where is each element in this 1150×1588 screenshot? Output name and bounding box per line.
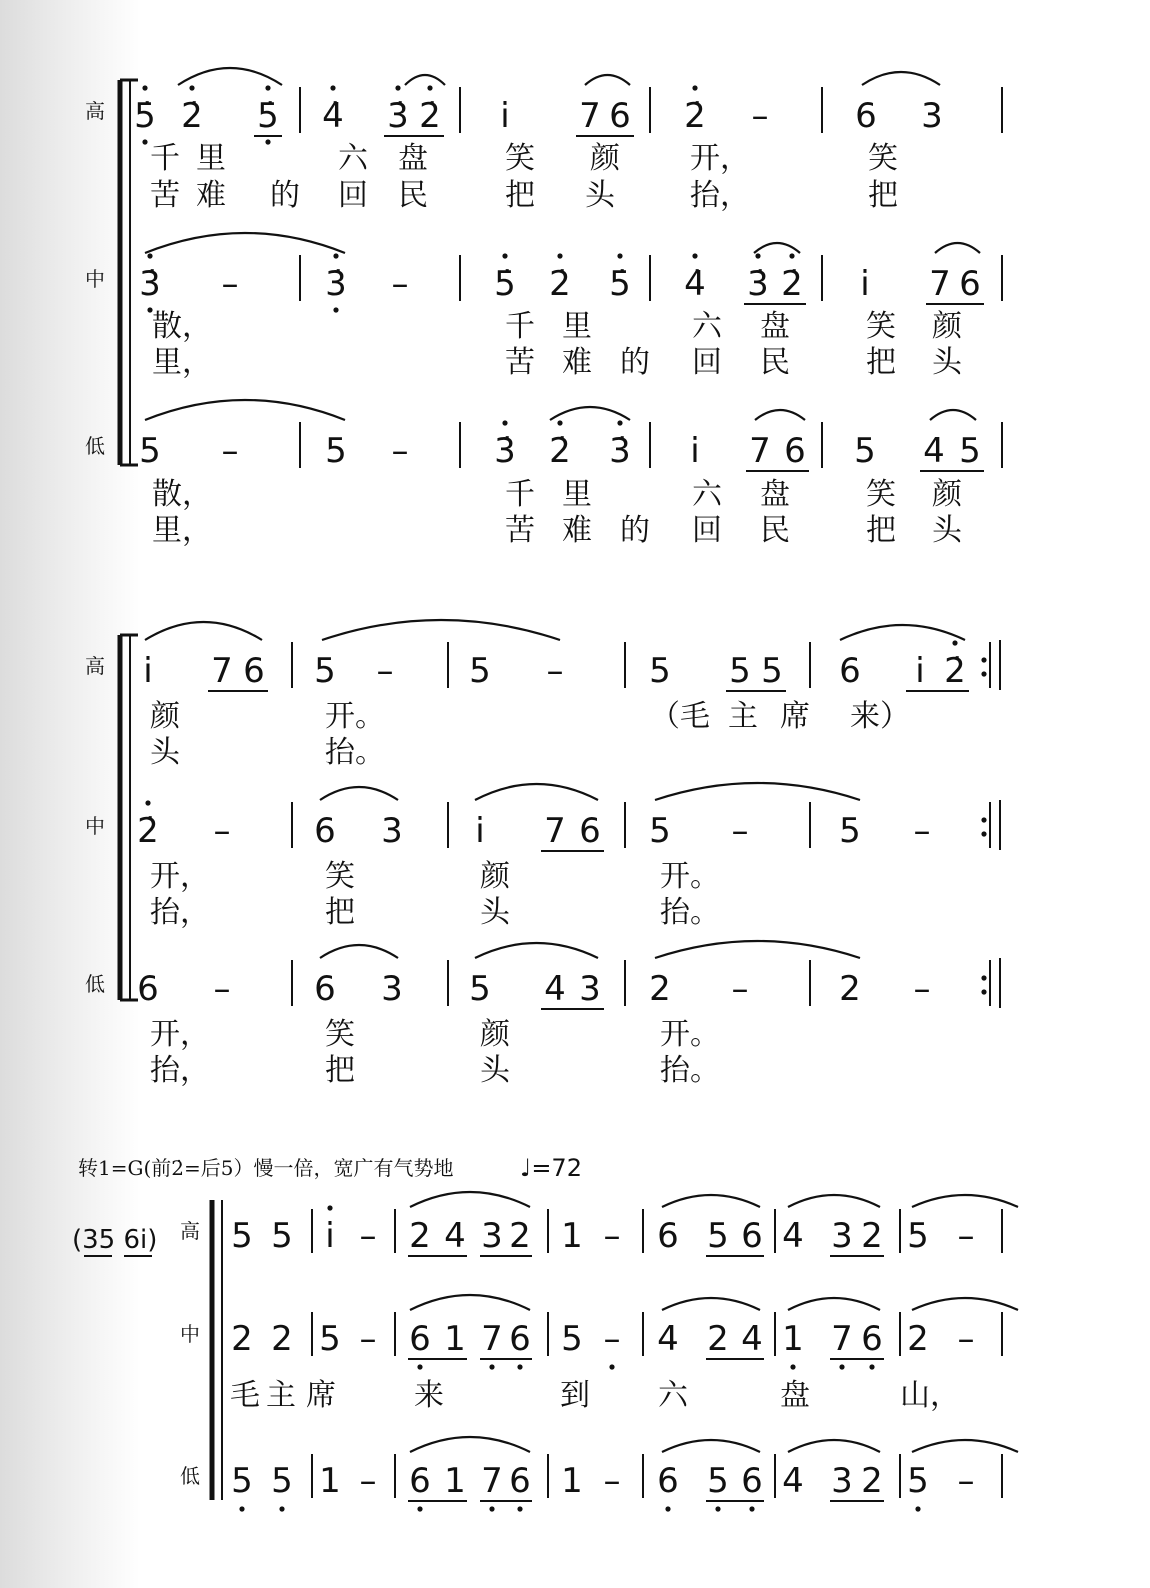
note-mid: –: [213, 811, 231, 851]
note-high: 5: [907, 1216, 929, 1256]
lyric-low-verse1: 笑: [866, 477, 896, 512]
octave-dot-low: [417, 1364, 422, 1369]
octave-dot-high: [557, 253, 562, 258]
note-mid: i: [860, 264, 870, 304]
slur-low: [655, 941, 860, 958]
note-low: 5: [907, 1461, 929, 1501]
note-high: 5: [649, 651, 671, 691]
lyric-high-verse1: 席: [780, 699, 810, 734]
lyric-low-verse2: 民: [760, 513, 790, 548]
octave-dot-low: [665, 1506, 670, 1511]
lyric-mid-verse1: 笑: [866, 309, 896, 344]
lyric-mid: 六: [658, 1378, 688, 1413]
slur-high: [410, 1192, 530, 1207]
note-mid: 7: [929, 264, 951, 304]
lyric-low-verse2: 头: [932, 513, 962, 548]
lyric-low-verse1: 散，: [152, 477, 212, 512]
octave-dot-low: [839, 1364, 844, 1369]
lyric-low-verse1: 六: [692, 477, 722, 512]
note-mid: 3̇: [325, 264, 347, 304]
note-mid: 4: [657, 1319, 679, 1359]
note-low: 7: [749, 431, 771, 471]
note-mid: 6: [314, 811, 336, 851]
lyric-high-verse2: 抬，: [690, 178, 750, 213]
lyric-high-verse2: 的: [270, 178, 300, 213]
slur-high: [662, 1195, 760, 1207]
octave-dot-low: [489, 1364, 494, 1369]
note-high: 2̇: [684, 96, 706, 136]
note-high: 2̇: [419, 96, 441, 136]
lyric-high-verse1: 千: [150, 141, 180, 176]
note-mid: 2̇: [781, 264, 803, 304]
note-low: 7: [481, 1461, 503, 1501]
note-high: –: [603, 1216, 621, 1256]
note-high: 3: [481, 1216, 503, 1256]
lyric-mid-verse2: 头: [480, 895, 510, 930]
note-low: 2: [861, 1461, 883, 1501]
slur-mid: [912, 1298, 1018, 1310]
slur-high: [840, 625, 965, 640]
intro-notes: (35 6i): [72, 1225, 158, 1255]
slur-high: [145, 622, 262, 640]
lyric-high-verse1: 颜: [590, 141, 620, 176]
note-low: 3: [579, 969, 601, 1009]
octave-dot-high: [145, 800, 150, 805]
lyric-mid: 毛: [230, 1378, 260, 1413]
note-high: 3: [921, 96, 943, 136]
note-high: 5: [231, 1216, 253, 1256]
slur-high: [788, 1195, 880, 1207]
note-high: –: [957, 1216, 975, 1256]
note-high: 5: [707, 1216, 729, 1256]
lyric-mid-verse1: 开。: [660, 859, 720, 894]
part-label-high: 高: [85, 99, 105, 123]
note-low: –: [957, 1461, 975, 1501]
octave-dot-high: [147, 253, 152, 258]
lyric-mid-verse2: 抬，: [150, 895, 210, 930]
note-high: 5: [729, 651, 751, 691]
note-low: 5: [325, 431, 347, 471]
repeat-dot: [981, 657, 986, 662]
note-mid: 5: [319, 1319, 341, 1359]
note-low: –: [913, 969, 931, 1009]
lyric-low-verse2: 把: [325, 1053, 355, 1088]
repeat-dot: [981, 975, 986, 980]
note-high: 6: [243, 651, 265, 691]
octave-dot-high: [617, 253, 622, 258]
note-high: 1: [561, 1216, 583, 1256]
tempo-marking: ♩=72: [520, 1154, 582, 1182]
octave-dot-low: [279, 1506, 284, 1511]
note-low: 1: [319, 1461, 341, 1501]
slur-low: [788, 1440, 880, 1452]
octave-dot-high: [395, 85, 400, 90]
slur-high: [178, 68, 282, 85]
note-high: 6: [839, 651, 861, 691]
note-mid: –: [221, 264, 239, 304]
lyric-low-verse2: 里，: [152, 513, 212, 548]
note-low: 4: [544, 969, 566, 1009]
note-mid: –: [391, 264, 409, 304]
note-low: 2: [649, 969, 671, 1009]
note-high: 2: [509, 1216, 531, 1256]
lyric-high-verse2: 苦: [150, 178, 180, 213]
repeat-dot: [981, 831, 986, 836]
lyric-low-verse2: 难: [562, 513, 592, 548]
note-low: –: [213, 969, 231, 1009]
part-label-mid: 中: [85, 267, 105, 291]
note-high: 5: [761, 651, 783, 691]
note-low: 3̇: [494, 431, 516, 471]
note-low: 5: [707, 1461, 729, 1501]
lyric-low-verse2: 把: [866, 513, 896, 548]
slur-mid: [475, 784, 598, 800]
octave-dot-low: [489, 1506, 494, 1511]
slur-low: [755, 410, 805, 420]
octave-dot-low: [715, 1506, 720, 1511]
note-low: 5: [959, 431, 981, 471]
lyric-high-verse2: 头: [585, 178, 615, 213]
lyric-mid-verse2: 苦: [505, 345, 535, 380]
octave-dot-high: [333, 253, 338, 258]
lyric-mid-verse1: 笑: [325, 859, 355, 894]
note-high: i: [325, 1216, 335, 1256]
note-mid: 3: [381, 811, 403, 851]
slur-low: [410, 1437, 530, 1452]
lyric-mid-verse2: 头: [932, 345, 962, 380]
note-mid: 3̇: [747, 264, 769, 304]
note-high: 7: [579, 96, 601, 136]
note-mid: 6: [409, 1319, 431, 1359]
octave-dot-high: [557, 420, 562, 425]
note-mid: –: [359, 1319, 377, 1359]
lyric-high-verse2: 民: [398, 178, 428, 213]
lyric-high-verse2: 回: [338, 178, 368, 213]
note-mid: 4̇: [684, 264, 706, 304]
octave-dot-low: [869, 1364, 874, 1369]
slur-mid: [788, 1298, 880, 1310]
note-mid: 4: [741, 1319, 763, 1359]
note-low: 4: [923, 431, 945, 471]
note-low: 3: [381, 969, 403, 1009]
note-low: 6: [657, 1461, 679, 1501]
note-mid: 5̇: [609, 264, 631, 304]
lyric-mid-verse2: 把: [866, 345, 896, 380]
note-high: 2̇: [944, 651, 966, 691]
note-low: 4: [782, 1461, 804, 1501]
lyric-low-verse1: 开，: [150, 1017, 210, 1052]
octave-dot-low: [239, 1506, 244, 1511]
note-high: 4: [444, 1216, 466, 1256]
lyric-high-verse2: 把: [505, 178, 535, 213]
lyric-mid-verse1: 盘: [760, 309, 790, 344]
note-mid: 5̇: [494, 264, 516, 304]
lyric-mid: 来: [414, 1378, 444, 1413]
octave-dot-low: [265, 139, 270, 144]
lyric-low-verse1: 笑: [325, 1017, 355, 1052]
note-mid: 5: [649, 811, 671, 851]
note-high: i: [143, 651, 153, 691]
repeat-dot: [981, 671, 986, 676]
lyric-high-verse2: 难: [196, 178, 226, 213]
part-label-mid: 中: [85, 814, 105, 838]
lyric-high-verse2: 头: [150, 735, 180, 770]
note-mid: 2: [271, 1319, 293, 1359]
lyric-high-verse1: 里: [196, 141, 226, 176]
note-mid: 6: [579, 811, 601, 851]
note-mid: –: [603, 1319, 621, 1359]
part-label-high: 高: [180, 1219, 200, 1243]
lyric-mid: 席: [306, 1378, 336, 1413]
part-label-low: 低: [85, 434, 105, 458]
slur-high: [405, 75, 445, 85]
note-low: –: [603, 1461, 621, 1501]
slur-low: [662, 1440, 760, 1452]
lyric-low-verse2: 的: [620, 513, 650, 548]
octave-dot-low: [517, 1506, 522, 1511]
lyric-low-verse1: 颜: [480, 1017, 510, 1052]
lyric-high-verse1: （毛: [650, 699, 710, 734]
octave-dot-high: [692, 253, 697, 258]
octave-dot-high: [755, 253, 760, 258]
note-mid: 5: [839, 811, 861, 851]
note-high: 6: [855, 96, 877, 136]
repeat-dot: [981, 817, 986, 822]
note-mid: 7: [481, 1319, 503, 1359]
lyric-low-verse2: 苦: [505, 513, 535, 548]
octave-dot-high: [330, 85, 335, 90]
note-low: 6: [409, 1461, 431, 1501]
note-mid: 2̇: [549, 264, 571, 304]
octave-dot-high: [142, 85, 147, 90]
slur-mid: [145, 233, 345, 253]
slur-high: [912, 1195, 1018, 1207]
part-label-low: 低: [85, 972, 105, 996]
octave-dot-low: [417, 1506, 422, 1511]
note-mid: 5: [561, 1319, 583, 1359]
lyric-mid-verse1: 颜: [480, 859, 510, 894]
note-high: 6: [609, 96, 631, 136]
lyric-high-verse1: 笑: [505, 141, 535, 176]
slur-high: [862, 72, 940, 85]
note-low: 5: [139, 431, 161, 471]
note-mid: 2: [707, 1319, 729, 1359]
lyric-low-verse2: 抬。: [660, 1053, 720, 1088]
octave-dot-low: [142, 139, 147, 144]
note-low: 5: [854, 431, 876, 471]
part-label-mid: 中: [180, 1322, 200, 1346]
note-high: 5: [469, 651, 491, 691]
note-high: 2: [409, 1216, 431, 1256]
lyric-low-verse1: 开。: [660, 1017, 720, 1052]
note-mid: 6: [509, 1319, 531, 1359]
note-high: 2̇: [181, 96, 203, 136]
lyric-mid-verse2: 把: [325, 895, 355, 930]
note-high: 4: [782, 1216, 804, 1256]
note-low: 6: [314, 969, 336, 1009]
note-low: –: [731, 969, 749, 1009]
octave-dot-high: [502, 420, 507, 425]
lyric-high-verse1: 颜: [150, 699, 180, 734]
key-change-annotation: 转1=G(前2̇=后5）慢一倍，宽广有气势地: [78, 1156, 454, 1180]
lyric-high-verse1: 开，: [690, 141, 750, 176]
slur-low: [930, 410, 976, 420]
note-high: i: [915, 651, 925, 691]
lyric-mid-verse1: 里: [562, 309, 592, 344]
note-high: –: [359, 1216, 377, 1256]
note-low: 1: [444, 1461, 466, 1501]
note-low: 6: [784, 431, 806, 471]
note-high: 5̇: [134, 96, 156, 136]
lyric-mid: 到: [560, 1378, 590, 1413]
note-high: 3: [831, 1216, 853, 1256]
note-high: 5: [271, 1216, 293, 1256]
note-low: i: [690, 431, 700, 471]
octave-dot-high: [692, 85, 697, 90]
lyric-mid-verse2: 的: [620, 345, 650, 380]
note-high: –: [376, 651, 394, 691]
slur-low: [550, 407, 630, 420]
note-low: 2: [839, 969, 861, 1009]
lyric-mid-verse2: 抬。: [660, 895, 720, 930]
lyric-mid-verse1: 颜: [932, 309, 962, 344]
note-mid: 6: [959, 264, 981, 304]
lyric-high-verse1: 盘: [398, 141, 428, 176]
lyric-high-verse1: 笑: [868, 141, 898, 176]
note-low: –: [359, 1461, 377, 1501]
octave-dot-high: [502, 253, 507, 258]
lyric-mid: 主: [266, 1378, 296, 1413]
note-high: 6: [741, 1216, 763, 1256]
note-high: 4̇: [322, 96, 344, 136]
note-low: 3̇: [609, 431, 631, 471]
slur-low: [320, 945, 398, 958]
octave-dot-high: [265, 85, 270, 90]
note-mid: 1: [444, 1319, 466, 1359]
note-low: 3: [831, 1461, 853, 1501]
slur-mid: [320, 787, 398, 800]
lyric-low-verse1: 颜: [932, 477, 962, 512]
note-high: 5: [314, 651, 336, 691]
lyric-mid-verse1: 六: [692, 309, 722, 344]
note-mid: –: [731, 811, 749, 851]
lyric-high-verse1: 六: [338, 141, 368, 176]
lyric-low-verse1: 盘: [760, 477, 790, 512]
lyric-low-verse2: 头: [480, 1053, 510, 1088]
lyric-high-verse1: 主: [728, 699, 758, 734]
lyric-mid: 山，: [900, 1378, 960, 1413]
octave-dot-low: [333, 307, 338, 312]
note-mid: 2̇: [137, 811, 159, 851]
note-mid: 7: [831, 1319, 853, 1359]
slur-mid: [655, 783, 860, 800]
part-label-high: 高: [85, 654, 105, 678]
note-mid: –: [913, 811, 931, 851]
slur-mid: [935, 243, 980, 253]
note-low: 5: [271, 1461, 293, 1501]
note-low: 2̇: [549, 431, 571, 471]
slur-low: [145, 400, 345, 420]
octave-dot-low: [790, 1364, 795, 1369]
note-low: 5: [469, 969, 491, 1009]
repeat-dot: [981, 989, 986, 994]
note-high: 5̇: [257, 96, 279, 136]
slur-mid: [754, 243, 800, 253]
slur-high: [322, 620, 560, 640]
octave-dot-low: [749, 1506, 754, 1511]
octave-dot-low: [517, 1364, 522, 1369]
slur-mid: [410, 1295, 530, 1310]
note-low: 6: [137, 969, 159, 1009]
lyric-mid-verse1: 开，: [150, 859, 210, 894]
note-high: 2: [861, 1216, 883, 1256]
note-low: 6: [509, 1461, 531, 1501]
note-high: 7: [211, 651, 233, 691]
lyric-high-verse2: 把: [868, 178, 898, 213]
lyric-mid-verse2: 民: [760, 345, 790, 380]
note-high: 6: [657, 1216, 679, 1256]
octave-dot-high: [789, 253, 794, 258]
note-high: –: [751, 96, 769, 136]
note-mid: 7: [544, 811, 566, 851]
lyric-mid-verse2: 难: [562, 345, 592, 380]
note-low: –: [391, 431, 409, 471]
octave-dot-high: [427, 85, 432, 90]
lyric-mid-verse2: 回: [692, 345, 722, 380]
lyric-high-verse1: 开。: [325, 699, 385, 734]
lyric-low-verse2: 抬，: [150, 1053, 210, 1088]
lyric-low-verse1: 千: [505, 477, 535, 512]
note-mid: 6: [861, 1319, 883, 1359]
note-low: 5: [231, 1461, 253, 1501]
octave-dot-high: [952, 640, 957, 645]
slur-low: [475, 943, 598, 958]
note-mid: 2: [231, 1319, 253, 1359]
note-mid: 2: [907, 1319, 929, 1359]
part-label-low: 低: [180, 1464, 200, 1488]
note-low: –: [221, 431, 239, 471]
octave-dot-low: [609, 1364, 614, 1369]
note-low: 1: [561, 1461, 583, 1501]
octave-dot-high: [189, 85, 194, 90]
lyric-low-verse2: 回: [692, 513, 722, 548]
slur-low: [912, 1440, 1018, 1452]
lyric-high-verse2: 抬。: [325, 735, 385, 770]
lyric-high-verse1: 来）: [850, 699, 910, 734]
note-mid: 3̇: [139, 264, 161, 304]
slur-high: [585, 75, 630, 85]
lyric-mid-verse2: 里，: [152, 345, 212, 380]
lyric-mid-verse1: 千: [505, 309, 535, 344]
octave-dot-high: [327, 1205, 332, 1210]
slur-mid: [662, 1298, 760, 1310]
note-mid: 1: [782, 1319, 804, 1359]
lyric-low-verse1: 里: [562, 477, 592, 512]
octave-dot-low: [915, 1506, 920, 1511]
lyric-mid: 盘: [780, 1378, 810, 1413]
note-high: 3̇: [387, 96, 409, 136]
note-low: 6: [741, 1461, 763, 1501]
lyric-mid-verse1: 散，: [152, 309, 212, 344]
note-high: –: [546, 651, 564, 691]
note-mid: i: [475, 811, 485, 851]
note-mid: –: [957, 1319, 975, 1359]
octave-dot-high: [617, 420, 622, 425]
note-high: i: [500, 96, 510, 136]
